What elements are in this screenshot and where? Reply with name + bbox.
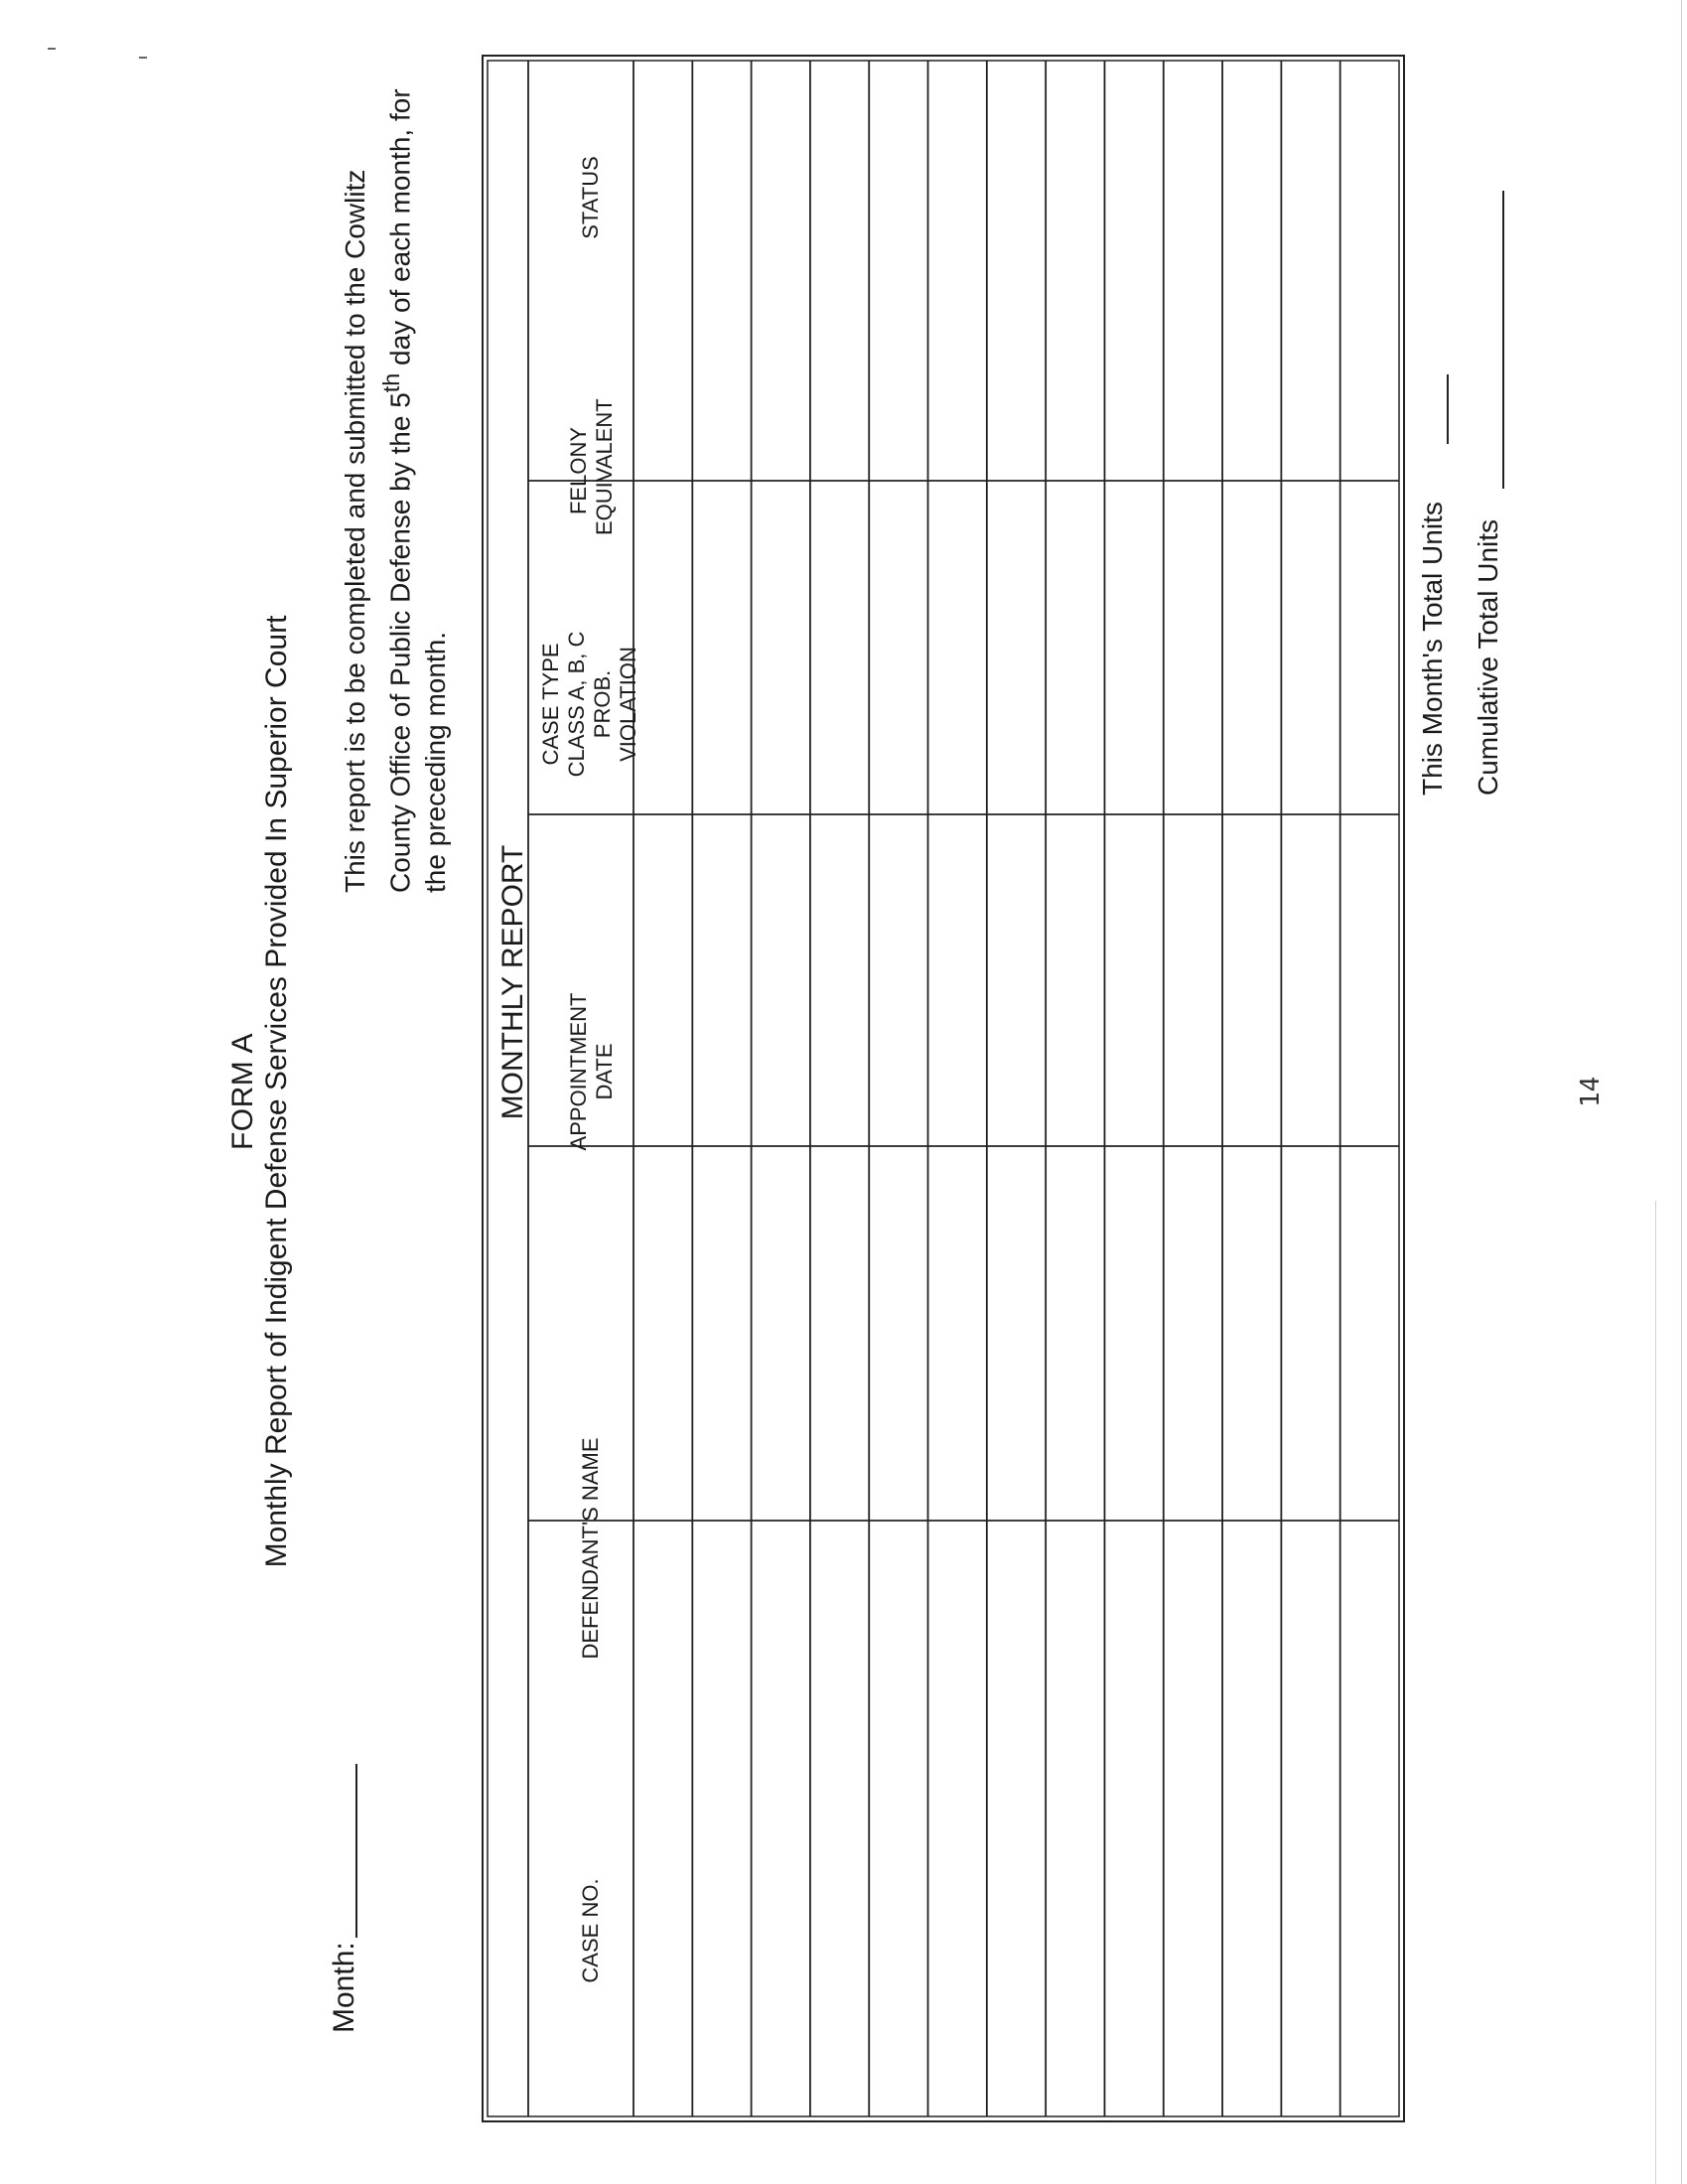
col-header-felony: FELONY EQUIVALENT <box>566 398 617 535</box>
this-month-total-label: This Month's Total Units <box>1417 502 1448 796</box>
scan-mark <box>139 57 147 59</box>
col-header-appointment: APPOINTMENT DATE <box>566 992 617 1151</box>
instructions-superscript: th <box>378 372 404 393</box>
instructions-text-end: day of each month, for the preceding month. <box>384 88 452 893</box>
col-header-case-no: CASE NO. <box>578 1878 603 1983</box>
col-header-case-type: CASE TYPE CLASS A, B, C PROB. VIOLATION <box>538 631 640 778</box>
form-title: FORM A <box>226 1033 259 1151</box>
scan-edge-line <box>1681 0 1682 2184</box>
scan-edge-line <box>1655 1201 1656 2184</box>
report-title: MONTHLY REPORT <box>496 844 529 1120</box>
instructions-text-main: This report is to be completed and submitted to the Cowlitz County Office of Public Defense by the 5 <box>340 169 416 893</box>
this-month-total-line[interactable] <box>1447 374 1449 444</box>
scan-mark <box>48 48 56 50</box>
form-subtitle: Monthly Report of Indigent Defense Services Provided In Superior Court <box>260 615 293 1568</box>
col-header-status: STATUS <box>578 156 603 239</box>
cumulative-total-line[interactable] <box>1502 191 1504 489</box>
col-header-defendant: DEFENDANT'S NAME <box>578 1437 603 1660</box>
month-label: Month: <box>328 1942 360 2033</box>
page-number: 14 <box>1576 1076 1606 1107</box>
cumulative-total-label: Cumulative Total Units <box>1473 518 1503 796</box>
